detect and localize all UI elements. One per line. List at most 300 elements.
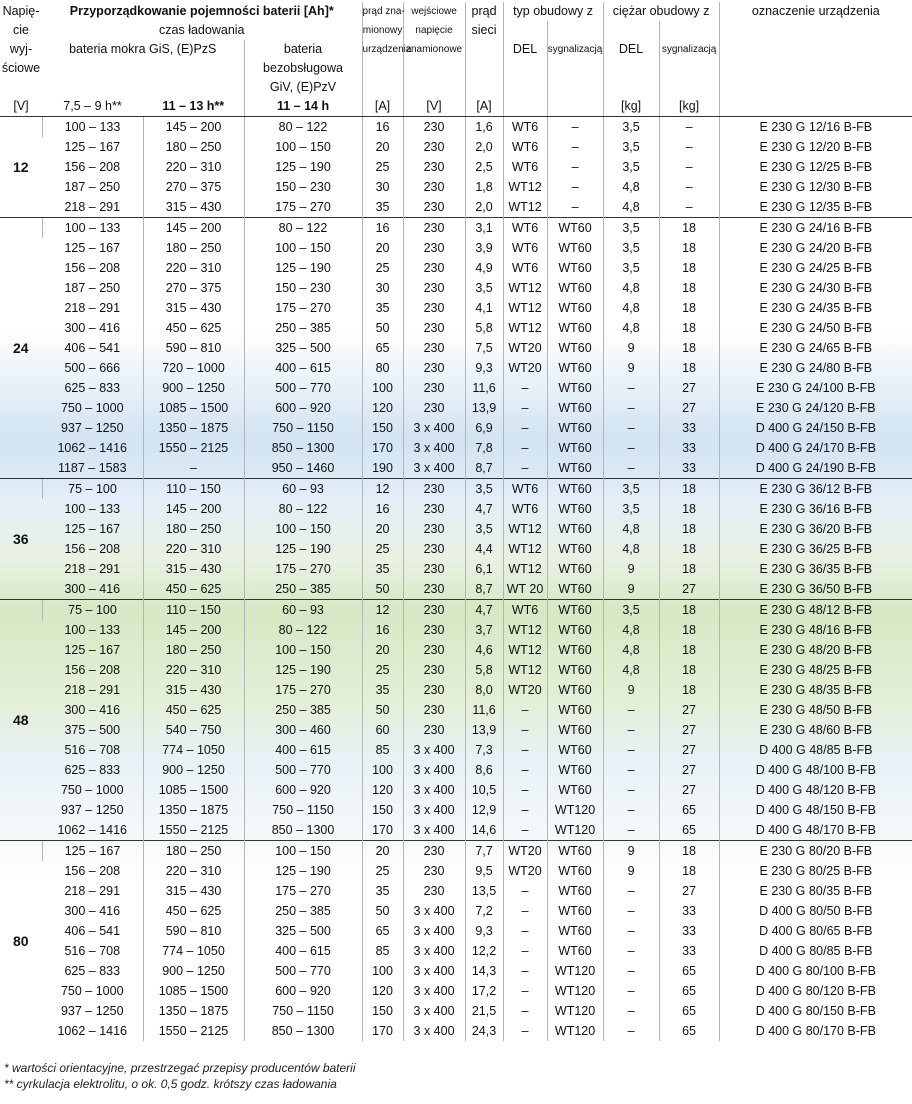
table-row bbox=[0, 378, 912, 398]
table-row bbox=[0, 841, 912, 862]
table-cell: 3 x 400 bbox=[403, 981, 465, 1001]
table-cell: WT20 bbox=[503, 338, 547, 358]
table-cell: 100 bbox=[362, 378, 403, 398]
table-row bbox=[0, 519, 912, 539]
table-cell: – bbox=[603, 700, 659, 720]
table-cell: WT 20 bbox=[503, 579, 547, 600]
table-cell: E 230 G 12/35 B-FB bbox=[719, 197, 912, 218]
table-cell: 12 bbox=[362, 600, 403, 621]
table-cell: 27 bbox=[659, 378, 719, 398]
table-cell: WT60 bbox=[547, 559, 603, 579]
voltage-cell: 12 bbox=[0, 117, 42, 218]
table-cell: 13,5 bbox=[465, 881, 503, 901]
table-cell: WT60 bbox=[547, 740, 603, 760]
table-cell: 270 – 375 bbox=[143, 177, 244, 197]
table-cell: 230 bbox=[403, 499, 465, 519]
table-cell: – bbox=[503, 800, 547, 820]
table-cell: 230 bbox=[403, 640, 465, 660]
table-cell: 18 bbox=[659, 218, 719, 239]
table-cell: 3,5 bbox=[603, 137, 659, 157]
table-cell: 4,7 bbox=[465, 499, 503, 519]
table-cell: 25 bbox=[362, 861, 403, 881]
table-cell: 65 bbox=[362, 921, 403, 941]
table-cell: E 230 G 48/50 B-FB bbox=[719, 700, 912, 720]
table-cell: 450 – 625 bbox=[143, 700, 244, 720]
table-cell: 230 bbox=[403, 258, 465, 278]
table-cell: 16 bbox=[362, 499, 403, 519]
table-cell: 3 x 400 bbox=[403, 780, 465, 800]
table-cell: – bbox=[603, 941, 659, 961]
table-cell: 3,1 bbox=[465, 218, 503, 239]
voltage-cell: 80 bbox=[0, 841, 42, 1042]
table-cell: WT120 bbox=[547, 820, 603, 841]
table-cell: 3,5 bbox=[603, 117, 659, 138]
table-cell: 230 bbox=[403, 117, 465, 138]
table-cell: 33 bbox=[659, 458, 719, 479]
table-cell: E 230 G 24/80 B-FB bbox=[719, 358, 912, 378]
table-cell: – bbox=[143, 458, 244, 479]
table-cell: 3,5 bbox=[603, 479, 659, 500]
wet-battery-header: bateria mokra GiS, (E)PzS bbox=[69, 42, 217, 56]
table-row bbox=[0, 157, 912, 177]
voltage-cell: 36 bbox=[0, 479, 42, 600]
table-cell: 4,8 bbox=[603, 197, 659, 218]
table-cell: E 230 G 48/25 B-FB bbox=[719, 660, 912, 680]
table-cell: 3 x 400 bbox=[403, 418, 465, 438]
table-cell: 230 bbox=[403, 278, 465, 298]
input-voltage-header-3: znamionowe bbox=[403, 40, 465, 59]
table-cell: 18 bbox=[659, 559, 719, 579]
table-cell: WT60 bbox=[547, 438, 603, 458]
table-cell: 230 bbox=[403, 579, 465, 600]
table-cell: 9 bbox=[603, 861, 659, 881]
table-cell: WT60 bbox=[547, 600, 603, 621]
table-cell: WT60 bbox=[547, 458, 603, 479]
table-cell: 3,7 bbox=[465, 620, 503, 640]
table-cell: – bbox=[547, 117, 603, 138]
table-cell: WT60 bbox=[547, 298, 603, 318]
table-row bbox=[0, 760, 912, 780]
table-cell: E 230 G 24/30 B-FB bbox=[719, 278, 912, 298]
table-cell: 180 – 250 bbox=[143, 238, 244, 258]
table-row bbox=[0, 499, 912, 519]
table-cell: 375 – 500 bbox=[64, 723, 121, 737]
table-cell: 9 bbox=[603, 338, 659, 358]
table-cell: WT12 bbox=[503, 197, 547, 218]
table-cell: 230 bbox=[403, 600, 465, 621]
table-cell: 218 – 291 bbox=[64, 200, 121, 214]
table-cell: 1350 – 1875 bbox=[143, 418, 244, 438]
table-cell: WT120 bbox=[547, 961, 603, 981]
table-cell: 80 – 122 bbox=[244, 218, 362, 239]
table-cell: 20 bbox=[362, 640, 403, 660]
kg-unit-del: [kg] bbox=[603, 97, 659, 117]
table-cell: 300 – 460 bbox=[244, 720, 362, 740]
table-cell: 9 bbox=[603, 358, 659, 378]
table-row bbox=[0, 338, 912, 358]
table-cell: 300 – 416 bbox=[64, 703, 121, 717]
table-cell: – bbox=[503, 941, 547, 961]
table-cell: 516 – 708 bbox=[64, 743, 121, 757]
table-header bbox=[0, 2, 912, 117]
table-row bbox=[0, 620, 912, 640]
table-cell: 218 – 291 bbox=[64, 301, 121, 315]
table-cell: D 400 G 80/85 B-FB bbox=[719, 941, 912, 961]
table-cell: 3 x 400 bbox=[403, 740, 465, 760]
voltage-cell: 48 bbox=[0, 600, 42, 841]
table-cell: 175 – 270 bbox=[244, 298, 362, 318]
table-cell: 230 bbox=[403, 720, 465, 740]
table-cell: 27 bbox=[659, 579, 719, 600]
table-cell: 7,5 bbox=[465, 338, 503, 358]
table-cell: 1062 – 1416 bbox=[57, 823, 127, 837]
table-cell: 175 – 270 bbox=[244, 881, 362, 901]
table-cell: D 400 G 80/150 B-FB bbox=[719, 1001, 912, 1021]
table-cell: 230 bbox=[403, 680, 465, 700]
table-row bbox=[0, 600, 912, 621]
table-row bbox=[0, 981, 912, 1001]
table-cell: – bbox=[503, 1001, 547, 1021]
table-cell: 4,8 bbox=[603, 318, 659, 338]
table-cell: 150 bbox=[362, 800, 403, 820]
table-cell: 4,8 bbox=[603, 640, 659, 660]
table-cell: 18 bbox=[659, 358, 719, 378]
table-cell: E 230 G 48/16 B-FB bbox=[719, 620, 912, 640]
table-cell: 18 bbox=[659, 338, 719, 358]
table-cell: 2,0 bbox=[465, 137, 503, 157]
table-cell: 50 bbox=[362, 318, 403, 338]
table-cell: 17,2 bbox=[465, 981, 503, 1001]
table-cell: 180 – 250 bbox=[143, 841, 244, 862]
table-cell: WT60 bbox=[547, 901, 603, 921]
table-cell: WT120 bbox=[547, 981, 603, 1001]
table-cell: 9 bbox=[603, 579, 659, 600]
table-cell: E 230 G 12/16 B-FB bbox=[719, 117, 912, 138]
table-cell: E 230 G 80/35 B-FB bbox=[719, 881, 912, 901]
table-cell: E 230 G 80/20 B-FB bbox=[719, 841, 912, 862]
table-cell: 100 – 150 bbox=[244, 238, 362, 258]
table-cell: – bbox=[603, 378, 659, 398]
table-cell: 2,5 bbox=[465, 157, 503, 177]
table-cell: 25 bbox=[362, 258, 403, 278]
table-cell: 85 bbox=[362, 740, 403, 760]
table-cell: 540 – 750 bbox=[143, 720, 244, 740]
table-cell: – bbox=[603, 720, 659, 740]
table-row bbox=[0, 881, 912, 901]
table-cell: 1085 – 1500 bbox=[143, 780, 244, 800]
table-cell: – bbox=[603, 1021, 659, 1041]
table-cell: E 230 G 36/25 B-FB bbox=[719, 539, 912, 559]
table-row bbox=[0, 218, 912, 239]
table-cell: 110 – 150 bbox=[143, 479, 244, 500]
table-cell: 35 bbox=[362, 680, 403, 700]
table-cell: E 230 G 36/20 B-FB bbox=[719, 519, 912, 539]
table-cell: 175 – 270 bbox=[244, 680, 362, 700]
table-cell: 187 – 250 bbox=[64, 281, 121, 295]
voltage-header-1: Napię- bbox=[2, 4, 40, 18]
table-cell: 60 – 93 bbox=[244, 479, 362, 500]
table-row bbox=[0, 539, 912, 559]
table-cell: 20 bbox=[362, 519, 403, 539]
table-cell: 900 – 1250 bbox=[143, 760, 244, 780]
table-cell: WT60 bbox=[547, 258, 603, 278]
table-cell: 4,1 bbox=[465, 298, 503, 318]
table-cell: – bbox=[603, 398, 659, 418]
table-cell: 325 – 500 bbox=[244, 338, 362, 358]
table-cell: 65 bbox=[659, 800, 719, 820]
table-cell: WT6 bbox=[503, 117, 547, 138]
table-cell: 180 – 250 bbox=[143, 640, 244, 660]
table-cell: 600 – 920 bbox=[244, 398, 362, 418]
table-cell: 3 x 400 bbox=[403, 438, 465, 458]
table-cell: 11,6 bbox=[465, 700, 503, 720]
table-cell: WT60 bbox=[547, 479, 603, 500]
footnote-2: ** cyrkulacja elektrolitu, o ok. 0,5 godz. krótszy czas ładowania bbox=[4, 1077, 337, 1091]
table-cell: 8,0 bbox=[465, 680, 503, 700]
table-cell: 10,5 bbox=[465, 780, 503, 800]
table-row bbox=[0, 680, 912, 700]
table-cell: 9 bbox=[603, 559, 659, 579]
table-cell: 80 bbox=[362, 358, 403, 378]
table-cell: 125 – 167 bbox=[64, 643, 121, 657]
table-cell: 156 – 208 bbox=[64, 542, 121, 556]
table-cell: 100 bbox=[362, 961, 403, 981]
table-cell: 300 – 416 bbox=[64, 321, 121, 335]
table-cell: 1550 – 2125 bbox=[143, 1021, 244, 1041]
table-cell: WT60 bbox=[547, 700, 603, 720]
rated-current-header-2: mionowy bbox=[362, 21, 403, 40]
table-cell: 5,8 bbox=[465, 660, 503, 680]
table-cell: 218 – 291 bbox=[64, 562, 121, 576]
table-cell: 3 x 400 bbox=[403, 1021, 465, 1041]
table-cell: WT60 bbox=[547, 519, 603, 539]
table-cell: – bbox=[503, 820, 547, 841]
table-cell: 315 – 430 bbox=[143, 298, 244, 318]
table-cell: – bbox=[503, 981, 547, 1001]
table-cell: 7,8 bbox=[465, 438, 503, 458]
table-cell: 27 bbox=[659, 398, 719, 418]
table-cell: – bbox=[659, 157, 719, 177]
table-cell: WT60 bbox=[547, 881, 603, 901]
table-cell: 3 x 400 bbox=[403, 800, 465, 820]
table-cell: 230 bbox=[403, 861, 465, 881]
table-cell: E 230 G 36/50 B-FB bbox=[719, 579, 912, 600]
table-cell: 6,9 bbox=[465, 418, 503, 438]
table-cell: 125 – 167 bbox=[64, 522, 121, 536]
table-cell: D 400 G 24/170 B-FB bbox=[719, 438, 912, 458]
table-cell: 18 bbox=[659, 278, 719, 298]
table-cell: 625 – 833 bbox=[64, 381, 121, 395]
table-cell: 120 bbox=[362, 780, 403, 800]
table-cell: 125 – 190 bbox=[244, 157, 362, 177]
table-cell: 230 bbox=[403, 358, 465, 378]
table-cell: 500 – 666 bbox=[64, 361, 121, 375]
table-cell: 3,5 bbox=[603, 600, 659, 621]
table-cell: E 230 G 80/25 B-FB bbox=[719, 861, 912, 881]
table-cell: 145 – 200 bbox=[143, 117, 244, 138]
table-cell: 220 – 310 bbox=[143, 660, 244, 680]
table-cell: – bbox=[603, 458, 659, 479]
signal-type-header: sygnalizacją bbox=[547, 40, 603, 59]
table-row bbox=[0, 458, 912, 479]
table-cell: 1350 – 1875 bbox=[143, 800, 244, 820]
table-cell: 75 – 100 bbox=[42, 600, 143, 621]
table-cell: 100 – 133 bbox=[42, 218, 143, 239]
housing-weight-header: ciężar obudowy z bbox=[603, 2, 719, 21]
table-cell: 230 bbox=[403, 881, 465, 901]
table-cell: 774 – 1050 bbox=[143, 941, 244, 961]
table-row bbox=[0, 197, 912, 218]
table-cell: 250 – 385 bbox=[244, 318, 362, 338]
table-row bbox=[0, 238, 912, 258]
table-cell: 1,8 bbox=[465, 177, 503, 197]
mains-current-unit: [A] bbox=[465, 97, 503, 117]
table-cell: – bbox=[659, 197, 719, 218]
table-cell: WT60 bbox=[547, 218, 603, 239]
table-cell: WT60 bbox=[547, 358, 603, 378]
table-cell: 18 bbox=[659, 539, 719, 559]
table-cell: – bbox=[547, 137, 603, 157]
table-cell: 4,4 bbox=[465, 539, 503, 559]
table-cell: 3,5 bbox=[465, 519, 503, 539]
table-cell: 230 bbox=[403, 177, 465, 197]
table-row bbox=[0, 258, 912, 278]
table-cell: E 230 G 24/35 B-FB bbox=[719, 298, 912, 318]
table-cell: 18 bbox=[659, 620, 719, 640]
table-cell: 500 – 770 bbox=[244, 378, 362, 398]
table-cell: 187 – 250 bbox=[64, 180, 121, 194]
table-cell: 75 – 100 bbox=[42, 479, 143, 500]
table-cell: 80 – 122 bbox=[244, 620, 362, 640]
table-cell: 120 bbox=[362, 398, 403, 418]
table-cell: 230 bbox=[403, 539, 465, 559]
table-cell: 80 – 122 bbox=[244, 117, 362, 138]
voltage-unit: [V] bbox=[0, 97, 42, 117]
table-cell: 230 bbox=[403, 298, 465, 318]
table-cell: 150 bbox=[362, 1001, 403, 1021]
table-cell: 937 – 1250 bbox=[60, 1004, 124, 1018]
table-cell: 4,8 bbox=[603, 660, 659, 680]
table-cell: 1,6 bbox=[465, 117, 503, 138]
table-cell: 125 – 190 bbox=[244, 539, 362, 559]
table-cell: 156 – 208 bbox=[64, 663, 121, 677]
table-cell: 230 bbox=[403, 157, 465, 177]
time-wet-2: 11 – 13 h** bbox=[143, 97, 244, 117]
table-cell: 230 bbox=[403, 338, 465, 358]
table-cell: 400 – 615 bbox=[244, 358, 362, 378]
table-cell: 1085 – 1500 bbox=[143, 981, 244, 1001]
table-row bbox=[0, 720, 912, 740]
table-cell: 9 bbox=[603, 841, 659, 862]
table-cell: 125 – 167 bbox=[42, 841, 143, 862]
table-cell: 175 – 270 bbox=[244, 197, 362, 218]
table-cell: WT60 bbox=[547, 418, 603, 438]
table-cell: WT60 bbox=[547, 680, 603, 700]
table-cell: 100 – 150 bbox=[244, 841, 362, 862]
table-cell: 750 – 1150 bbox=[244, 418, 362, 438]
table-cell: 3,5 bbox=[465, 278, 503, 298]
table-cell: WT60 bbox=[547, 238, 603, 258]
table-cell: 8,7 bbox=[465, 579, 503, 600]
table-cell: – bbox=[503, 398, 547, 418]
table-cell: – bbox=[603, 438, 659, 458]
table-cell: 145 – 200 bbox=[143, 620, 244, 640]
table-cell: 1062 – 1416 bbox=[57, 441, 127, 455]
table-cell: 406 – 541 bbox=[64, 924, 121, 938]
table-cell: 27 bbox=[659, 700, 719, 720]
table-cell: D 400 G 24/150 B-FB bbox=[719, 418, 912, 438]
table-cell: 750 – 1150 bbox=[244, 1001, 362, 1021]
table-cell: E 230 G 24/120 B-FB bbox=[719, 398, 912, 418]
table-cell: WT12 bbox=[503, 318, 547, 338]
table-cell: 3 x 400 bbox=[403, 760, 465, 780]
table-cell: 150 – 230 bbox=[244, 278, 362, 298]
table-cell: WT60 bbox=[547, 499, 603, 519]
table-cell: WT60 bbox=[547, 398, 603, 418]
table-cell: 20 bbox=[362, 238, 403, 258]
table-row bbox=[0, 660, 912, 680]
table-cell: – bbox=[503, 418, 547, 438]
table-cell: 3,5 bbox=[603, 499, 659, 519]
table-cell: WT12 bbox=[503, 177, 547, 197]
table-cell: 50 bbox=[362, 579, 403, 600]
table-cell: D 400 G 24/190 B-FB bbox=[719, 458, 912, 479]
table-cell: 25 bbox=[362, 660, 403, 680]
table-cell: WT60 bbox=[547, 620, 603, 640]
table-cell: 100 – 150 bbox=[244, 640, 362, 660]
table-cell: 156 – 208 bbox=[64, 160, 121, 174]
table-cell: – bbox=[659, 117, 719, 138]
table-cell: 24,3 bbox=[465, 1021, 503, 1041]
table-cell: D 400 G 48/150 B-FB bbox=[719, 800, 912, 820]
table-cell: 50 bbox=[362, 901, 403, 921]
table-row bbox=[0, 177, 912, 197]
table-cell: – bbox=[503, 740, 547, 760]
table-cell: 500 – 770 bbox=[244, 760, 362, 780]
table-cell: 516 – 708 bbox=[64, 944, 121, 958]
table-cell: 4,8 bbox=[603, 298, 659, 318]
table-cell: WT6 bbox=[503, 479, 547, 500]
table-cell: WT120 bbox=[547, 1021, 603, 1041]
table-cell: 13,9 bbox=[465, 720, 503, 740]
footnote-1: * wartości orientacyjne, przestrzegać przepisy producentów baterii bbox=[4, 1061, 356, 1075]
table-cell: – bbox=[503, 458, 547, 479]
rated-current-header-1: prąd zna- bbox=[362, 2, 403, 21]
del-weight-header: DEL bbox=[603, 40, 659, 59]
voltage-header-2: cie bbox=[13, 23, 29, 37]
table-cell: 18 bbox=[659, 640, 719, 660]
table-cell: 4,8 bbox=[603, 620, 659, 640]
table-cell: – bbox=[603, 800, 659, 820]
table-cell: – bbox=[603, 961, 659, 981]
table-cell: 12,2 bbox=[465, 941, 503, 961]
table-cell: – bbox=[503, 961, 547, 981]
table-cell: – bbox=[503, 378, 547, 398]
table-cell: 230 bbox=[403, 559, 465, 579]
table-row bbox=[0, 438, 912, 458]
table-cell: WT60 bbox=[547, 378, 603, 398]
table-row bbox=[0, 1021, 912, 1041]
table-cell: 8,6 bbox=[465, 760, 503, 780]
table-cell: 3 x 400 bbox=[403, 458, 465, 479]
table-cell: 1062 – 1416 bbox=[57, 1024, 127, 1038]
table-cell: 230 bbox=[403, 197, 465, 218]
table-cell: 218 – 291 bbox=[64, 683, 121, 697]
table-cell: 156 – 208 bbox=[64, 261, 121, 275]
table-cell: 250 – 385 bbox=[244, 901, 362, 921]
table-cell: 35 bbox=[362, 881, 403, 901]
table-cell: – bbox=[503, 901, 547, 921]
